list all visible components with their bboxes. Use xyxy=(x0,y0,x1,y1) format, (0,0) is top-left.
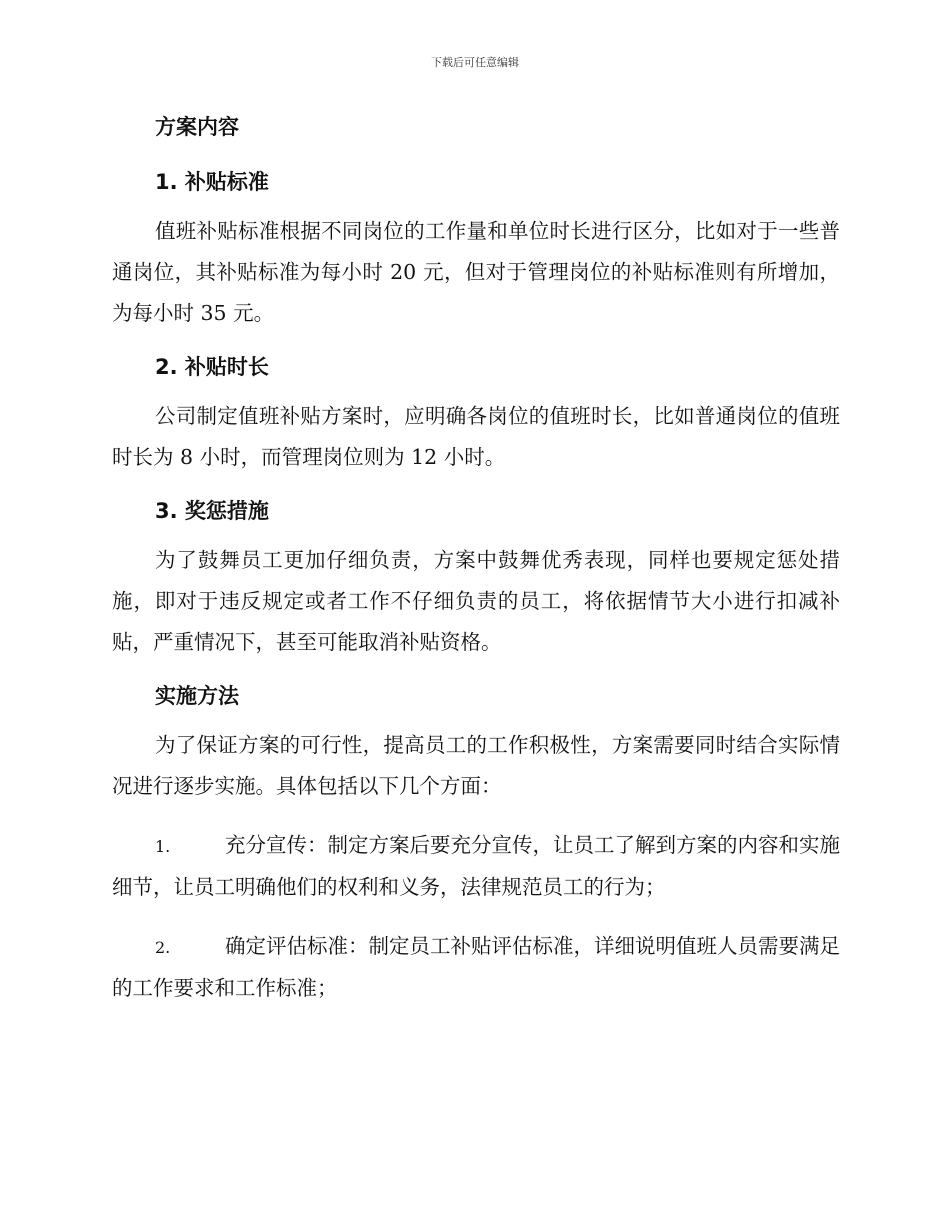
page-header: 下载后可任意编辑 xyxy=(431,56,519,69)
section-heading-plan-content: 方案内容 xyxy=(155,115,239,139)
section-heading-implementation: 实施方法 xyxy=(155,684,239,708)
paragraph-subsidy-duration: 公司制定值班补贴方案时，应明确各岗位的值班时长，比如普通岗位的值班时长为 8 小时，而管理岗位则为 12 小时。 xyxy=(112,404,840,469)
document-body xyxy=(112,112,840,1009)
section-heading-subsidy-duration: 2. 补贴时长 xyxy=(155,355,269,379)
paragraph-rewards: 为了鼓舞员工更加仔细负责，方案中鼓舞优秀表现，同样也要规定惩处措施，即对于违反规定或者工作不仔细负责的员工，将依据情节大小进行扣减补贴，严重情况下，甚至可能取消补贴资格。 xyxy=(112,548,840,654)
section-heading-rewards: 3. 奖惩措施 xyxy=(155,499,269,523)
list-item xyxy=(112,926,840,1009)
list-text: 充分宣传：制定方案后要充分宣传，让员工了解到方案的内容和实施细节，让员工明确他们的权利和义务，法律规范员工的行为； xyxy=(112,833,840,899)
paragraph-implementation: 为了保证方案的可行性，提高员工的工作积极性，方案需要同时结合实际情况进行逐步实施。具体包括以下几个方面： xyxy=(112,733,840,798)
list-item xyxy=(112,825,840,908)
list-number: 1. xyxy=(155,837,171,856)
list-text: 确定评估标准：制定员工补贴评估标准，详细说明值班人员需要满足的工作要求和工作标准； xyxy=(112,934,840,1000)
list-number: 2. xyxy=(155,938,171,957)
section-heading-subsidy-standard: 1. 补贴标准 xyxy=(155,170,269,194)
paragraph-subsidy-standard: 值班补贴标准根据不同岗位的工作量和单位时长进行区分，比如对于一些普通岗位，其补贴标准为每小时 20 元，但对于管理岗位的补贴标准则有所增加，为每小时 35 元。 xyxy=(112,219,840,325)
